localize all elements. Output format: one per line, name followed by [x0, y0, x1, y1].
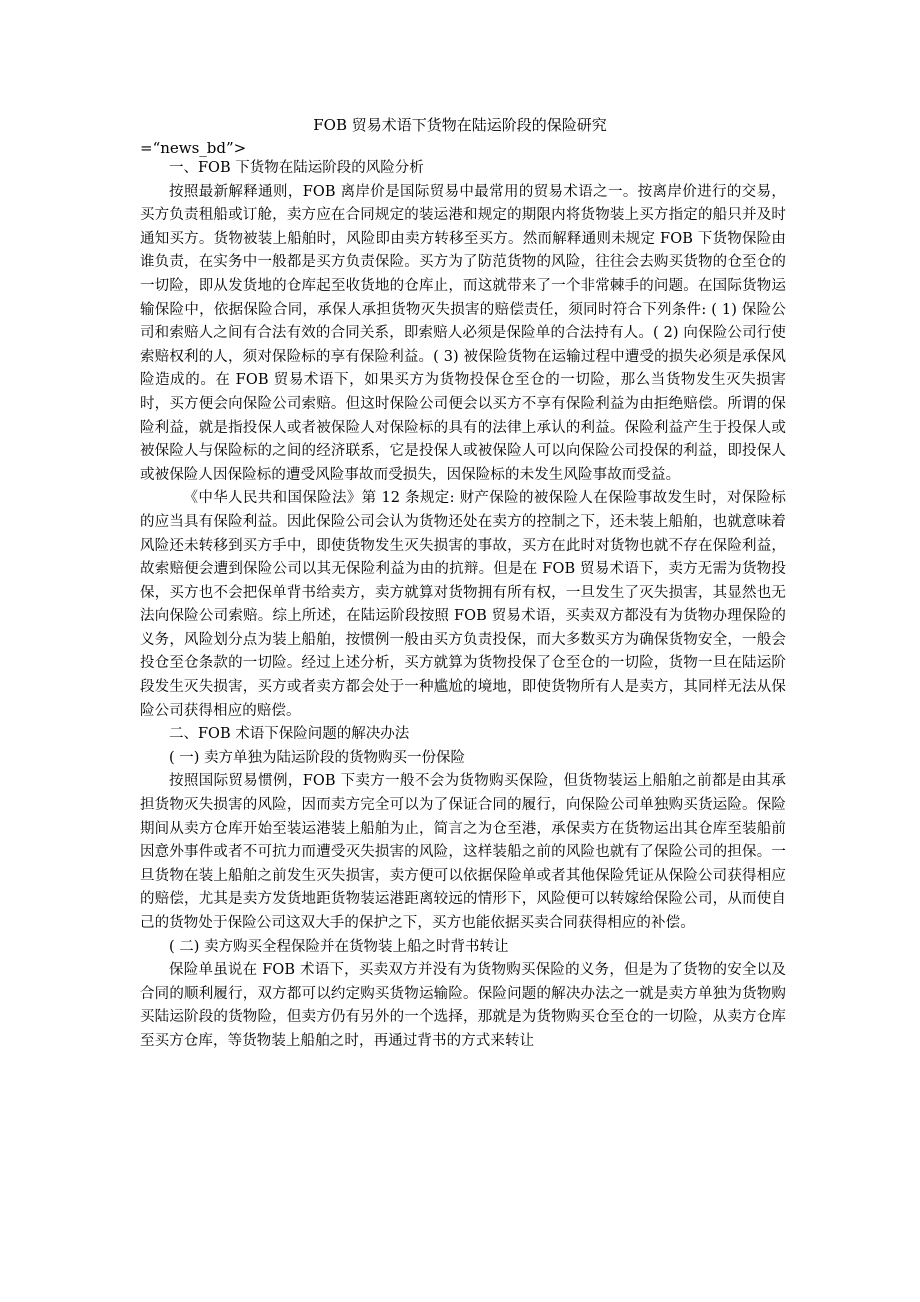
section-1-heading: 一、FOB 下货物在陆运阶段的风险分析 [169, 160, 424, 176]
document-body [140, 157, 786, 1054]
section-2-heading: 二、FOB 术语下保险问题的解决办法 [169, 726, 410, 743]
section-2-subheading-1: ( 一) 卖方单独为陆运阶段的货物购买一份保险 [169, 749, 466, 766]
section-2-paragraph-2: 保险单虽说在 FOB 术语下，买卖双方并没有为货物购买保险的义务，但是为了货物的安全以及合同的顺利履行，双方都可以约定购买货物运输险。保险问题的解决办法之一就是卖方单独为货物购买陆运阶段的货物险，但卖方仍有另外的一个选择，那就是为货物购买仓至仓的一切险，从卖方仓库至买方仓库，等货物装上船舶之时，再通过背书的方式来转让 [140, 962, 786, 1049]
section-2-paragraph-1: 按照国际贸易惯例，FOB 下卖方一般不会为货物购买保险，但货物装运上船舶之前都是由其承担货物灭失损害的风险，因而卖方完全可以为了保证合同的履行，向保险公司单独购买货运险。保险期间从卖方仓库开始至装运港装上船舶为止，简言之为仓至港，承保卖方在货物运出其仓库至装船前因意外事件或者不可抗力而遭受灭失损害的风险，这样装船之前的风险也就有了保险公司的担保。一旦货物在装上船舶之前发生灭失损害，卖方便可以依据保险单或者其他保险凭证从保险公司获得相应的赔偿，尤其是卖方发货地距货物装运港距离较远的情形下，风险便可以转嫁给保险公司，从而使自己的货物处于保险公司这双大手的保护之下，买方也能依据买卖合同获得相应的补偿。 [140, 773, 786, 931]
document-title: FOB 贸易术语下货物在陆运阶段的保险研究 [313, 116, 607, 134]
section-2-subheading-2: ( 二) 卖方购买全程保险并在货物装上船之时背书转让 [169, 938, 509, 955]
section-1-paragraph-2: 《中华人民共和国保险法》第 12 条规定: 财产保险的被保险人在保险事故发生时，对保险标的应当具有保险利益。因此保险公司会认为货物还处在卖方的控制之下，还未装上船舶，也就意味着风险还未转移到买方手中，即使货物发生灭失损害的事故，买方在此时对货物也就不存在保险利益，故索赔便会遭到保险公司以其无保险利益为由的抗辩。但是在 FOB 贸易术语下，卖方无需为货物投保，买方也不会把保单背书给卖方，卖方就算对货物拥有所有权，一旦发生了灭失损害，其显然也无法向保险公司索赔。综上所述，在陆运阶段按照 FOB 贸易术语，买卖双方都没有为货物办理保险的义务，风险划分点为装上船舶，按惯例一般由买方负责投保，而大多数买方为确保货物安全，一般会投仓至仓条款的一切险。经过上述分析，买方就算为货物投保了仓至仓的一切险，货物一旦在陆运阶段发生灭失损害，买方或者卖方都会处于一种尴尬的境地，即使货物所有人是卖方，其同样无法从保险公司获得相应的赔偿。 [140, 490, 786, 719]
section-1-paragraph-1: 按照最新解释通则，FOB 离岸价是国际贸易中最常用的贸易术语之一。按离岸价进行的交易，买方负责租船或订舱，卖方应在合同规定的装运港和规定的期限内将货物装上买方指定的船只并及时通知买方。货物被装上船舶时，风险即由卖方转移至买方。然而解释通则未规定 FOB 下货物保险由谁负责，在实务中一般都是买方负责保险。买方为了防范货物的风险，往往会去购买货物的仓至仓的一切险，即从发货地的仓库起至收货地的仓库止，而这就带来了一个非常棘手的问题。在国际货物运输保险中，依据保险合同，承保人承担货物灭失损害的赔偿责任，须同时符合下列条件: ( 1) 保险公司和索赔人之间有合法有效的合同关系，即索赔人必须是保险单的合法持有人。( 2) 向保险公司行使索赔权利的人，须对保险标的享有保险利益。( 3) 被保险货物在运输过程中遭受的损失必须是承保风险造成的。在 FOB 贸易术语下，如果买方为货物投保仓至仓的一切险，那么当货物发生灭失损害时，买方便会向保险公司索赔。但这时保险公司便会以买方不享有保险利益为由拒绝赔偿。所谓的保险利益，就是指投保人或者被保险人对保险标的具有的法律上承认的利益。保险利益产生于投保人或被保险人与保险标的之间的经济联系，它是投保人或被保险人可以向保险公司投保的利益，即投保人或被保险人因保险标的遭受风险事故而受损失，因保险标的未发生风险事故而受益。 [140, 183, 786, 483]
code-fragment: =“news_bd”> [140, 139, 247, 157]
